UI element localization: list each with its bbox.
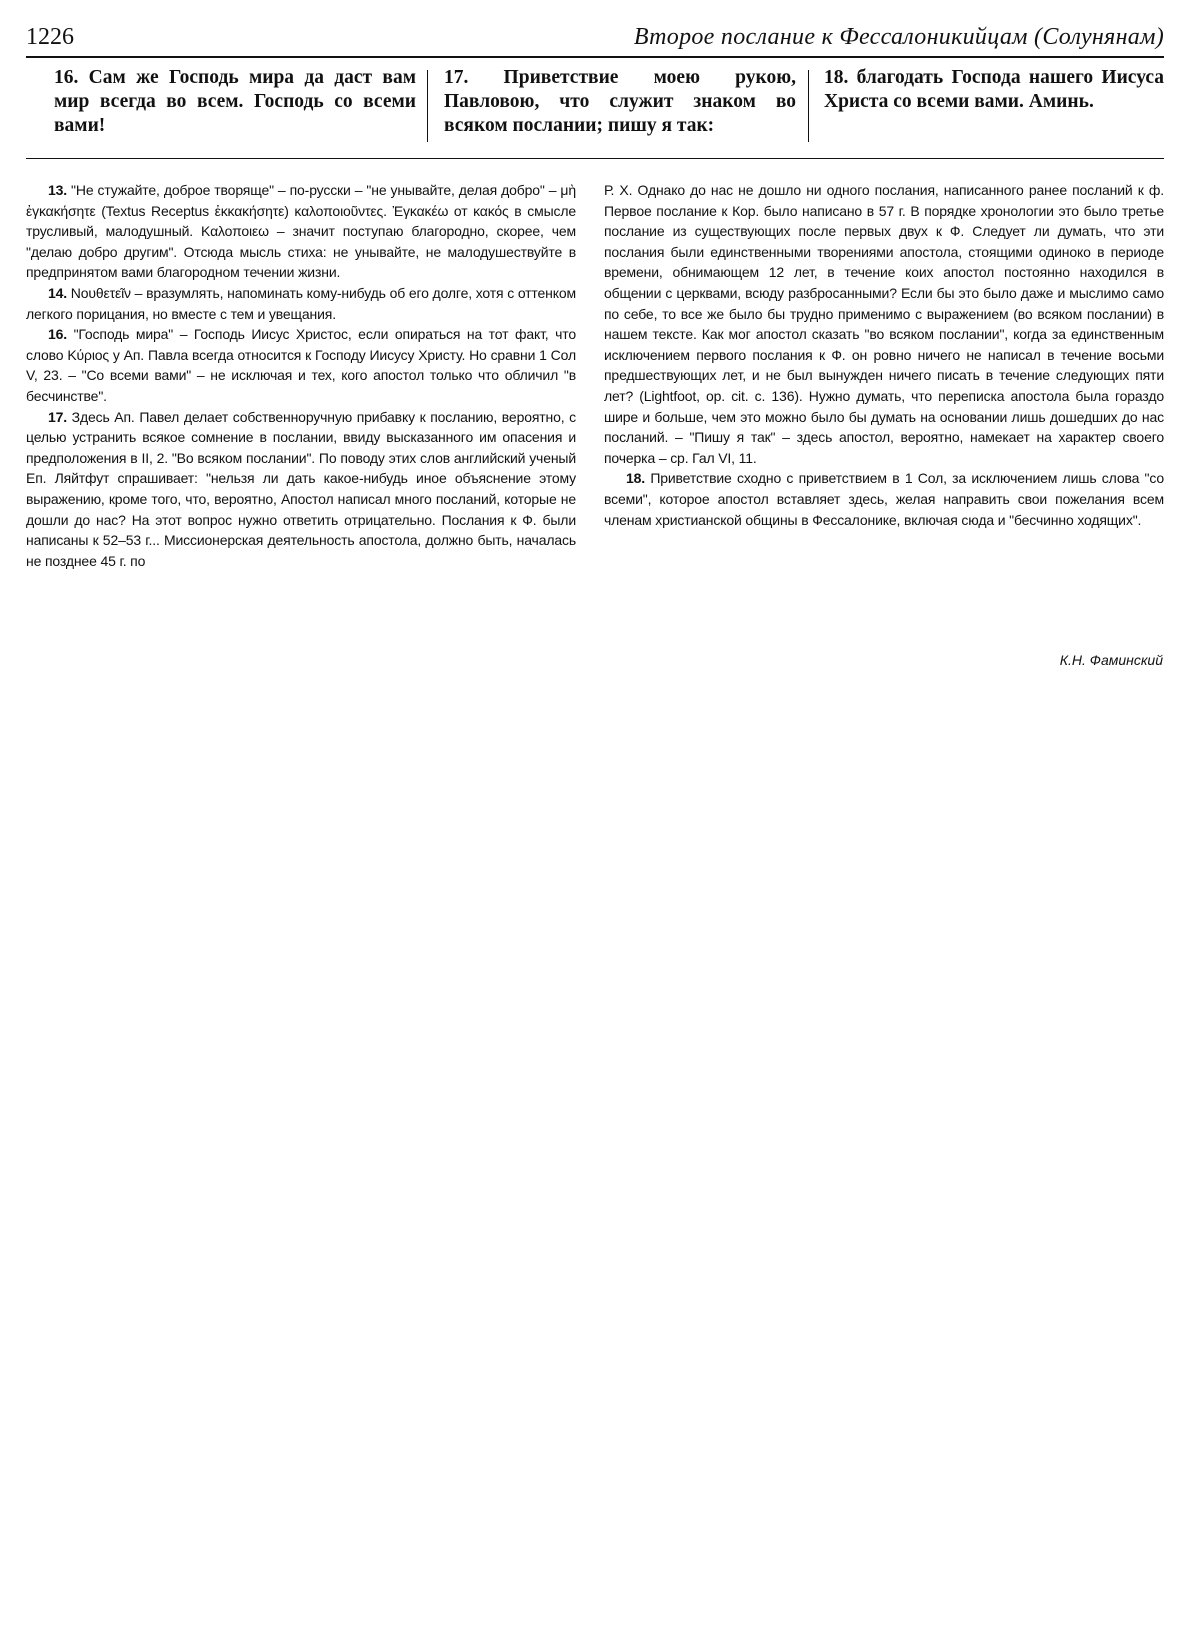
column-divider xyxy=(427,70,428,142)
page-number: 1226 xyxy=(26,24,74,50)
commentary-left-column xyxy=(26,180,576,571)
commentary-text: "Не стужайте, доброе творяще" – по-русски – "не унывайте, делая добро" – μὴ ἐγκακήσητε (Textus Receptus ἐκκακήσητε) καλοποιοῦντες. Ἐγκακέω от κακός в смысле трусливый, малодушный. Καλοποιεω – значит поступаю благородно, скорее, чем "делаю добро другим". Отсюда мысль стиха: не унывайте, не малодушествуйте в предпринятом вами благородном течении жизни. xyxy=(26,182,576,281)
verse-17: 17. Приветствие моею рукою, Павловою, что служит знаком во всяком послании; пишу я так: xyxy=(444,67,796,136)
verse-ref: 13. xyxy=(48,182,68,198)
commentary-paragraph-14 xyxy=(26,283,576,324)
commentary-paragraph-13 xyxy=(26,180,576,283)
commentary-paragraph-17 xyxy=(26,407,576,572)
running-title: Второе послание к Фессалоникийцам (Солунянам) xyxy=(633,24,1164,50)
verses-rule xyxy=(26,158,1164,159)
verse-ref: 16. xyxy=(48,326,68,343)
scripture-verses xyxy=(26,66,1164,156)
page-header xyxy=(26,18,1164,54)
commentary-text: Приветствие сходно с приветствием в 1 Сол, за исключением лишь слова "со всеми", которое апостол вставляет здесь, желая направить свои пожелания всем членам христианской общины в Фессалонике, включая сюда и "бесчинно ходящих". xyxy=(604,470,1164,528)
commentary-right-column xyxy=(604,180,1164,530)
commentary-paragraph-18 xyxy=(604,468,1164,530)
verse-18: 18. благодать Господа нашего Иисуса Христа со всеми вами. Аминь. xyxy=(824,67,1164,112)
verse-ref: 17. xyxy=(48,408,68,425)
column-divider xyxy=(808,70,809,142)
author-signature: К.Н. Фаминский xyxy=(1059,652,1163,668)
commentary-paragraph-17-continued: Р. Х. Однако до нас не дошло ни одного послания, написанного ранее посланий к ф. Первое послание к Кор. было написано в 57 г. В порядке хронологии это было третье послание из существующих после первых двух к Ф. Следует ли думать, что эти послания были единственными творениями апостола, стоящими одиноко в периоде времени, обнимающем 12 лет, в течение коих апостол постоянно находился в общении с церквами, всюду разбросанными? Если бы это было даже и мыслимо само по себе, то все же было бы трудно применимо с выражением (во всяком послании) в нашем тексте. Как мог апостол сказать "во всяком послании", когда за единственным исключением первого послания к Ф. он ровно ничего не написал в течение восьми предшествующих лет, и не был вынужден ничего писать в течение следующих пяти лет? (Lightfoot, op. cit. с. 136). Нужно думать, что переписка апостола была гораздо шире и больше, чем это можно было бы думать на основании лишь дошедших до нас посланий. – "Пишу я так" – здесь апостол, вероятно, намекает на характер своего почерка – ср. Гал VI, 11. xyxy=(604,182,1164,466)
header-rule xyxy=(26,56,1164,58)
verse-ref: 14. xyxy=(48,284,68,301)
commentary-paragraph-16 xyxy=(26,324,576,406)
commentary-text: Здесь Ап. Павел делает собственноручную прибавку к посланию, вероятно, с целью устранить всякое сомнение в послании, ввиду высказанного им опасения и предположения в II, 2. "Во всяком послании". По поводу этих слов английский ученый Еп. Ляйтфут спрашивает: "нельзя ли дать какое-нибудь иное объяснение этому выражению, кроме того, что, вероятно, Апостол написал много посланий, которые не дошли до нас? На этот вопрос нужно ответить отрицательно. Послания к Ф. были написаны к 52–53 г... Миссионерская деятельность апостола, должно быть, началась не позднее 45 г. по xyxy=(26,408,576,569)
commentary-text: Νουθετεῖν – вразумлять, напоминать кому-нибудь об его долге, хотя с оттенком легкого порицания, но вместе с тем и увещания. xyxy=(26,284,576,322)
verse-ref: 18. xyxy=(626,470,646,487)
commentary-text: "Господь мира" – Господь Иисус Христос, если опираться на тот факт, что слово Κύριος у Ап. Павла всегда относится к Господу Иисусу Христу. Но сравни 1 Сол V, 23. – "Со всеми вами" – не исключая и тех, кого апостол только что обличил "в бесчинстве". xyxy=(26,326,576,404)
verse-16: 16. Сам же Господь мира да даст вам мир всегда во всем. Господь со всеми вами! xyxy=(54,67,416,136)
